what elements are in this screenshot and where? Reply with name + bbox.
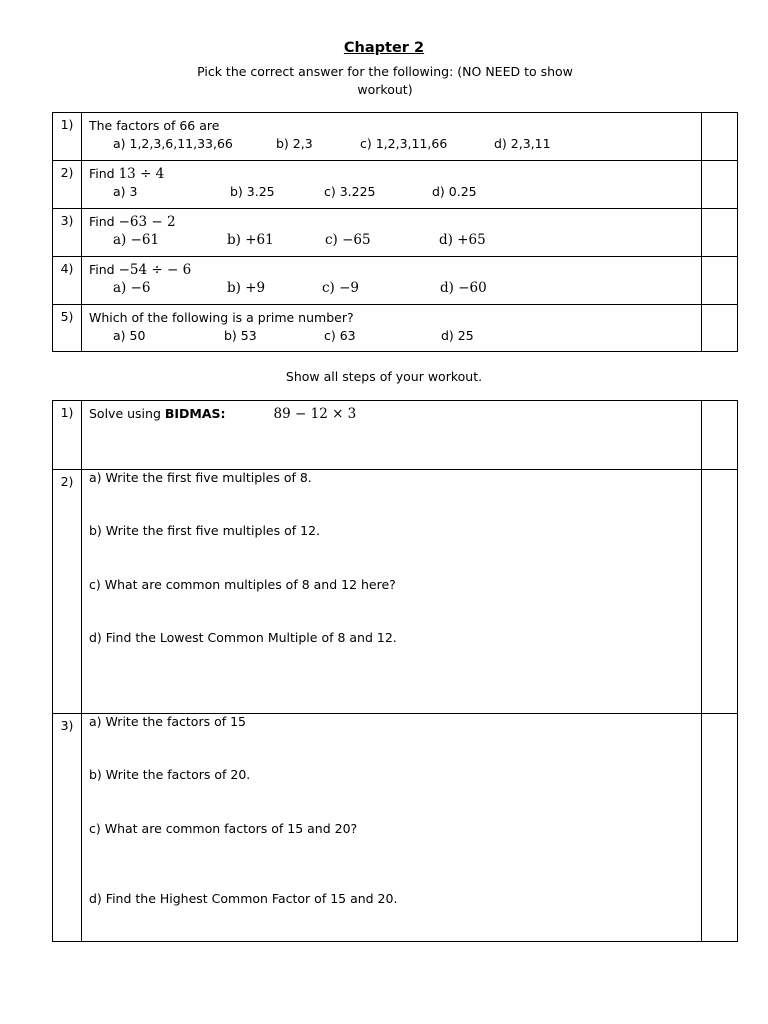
sub-question-c: c) What are common multiples of 8 and 12 here? <box>89 577 396 592</box>
option-a: a) 1,2,3,6,11,33,66 <box>113 136 233 151</box>
option-d: d) 2,3,11 <box>494 136 551 151</box>
marks-cell <box>702 401 738 470</box>
question-number: 3) <box>53 714 82 942</box>
question-body <box>82 209 702 257</box>
math-expression: −63 − 2 <box>118 214 176 230</box>
question-text: Find 13 ÷ 4 <box>89 166 165 182</box>
workout-row <box>53 714 738 942</box>
option-c: c) −65 <box>325 232 371 248</box>
question-number: 4) <box>53 257 82 305</box>
option-c: c) −9 <box>322 280 360 296</box>
option-b: b) 3.25 <box>230 184 275 199</box>
page-title: Chapter 2 <box>343 40 425 56</box>
marks-cell <box>702 257 738 305</box>
question-number: 5) <box>53 305 82 352</box>
option-a: a) 3 <box>113 184 138 199</box>
option-a: a) −61 <box>113 232 160 248</box>
math-expression: 89 − 12 × 3 <box>273 406 357 422</box>
option-c: c) 1,2,3,11,66 <box>360 136 448 151</box>
question-body <box>82 714 702 942</box>
bidmas-label: BIDMAS: <box>164 406 226 421</box>
question-text: Which of the following is a prime number? <box>89 310 354 325</box>
workout-row <box>53 470 738 714</box>
question-body <box>82 161 702 209</box>
option-b: b) 2,3 <box>276 136 313 151</box>
option-d: d) −60 <box>440 280 487 296</box>
question-body <box>82 305 702 352</box>
instruction-line-2: workout) <box>357 82 413 97</box>
mcq-row <box>53 257 738 305</box>
question-body <box>82 257 702 305</box>
option-b: b) +61 <box>227 232 274 248</box>
instruction-line-1: Pick the correct answer for the following: (NO NEED to show <box>197 64 573 79</box>
answer-options <box>89 327 701 345</box>
question-number: 2) <box>53 161 82 209</box>
marks-cell <box>702 470 738 714</box>
option-d: d) 0.25 <box>432 184 477 199</box>
question-number: 1) <box>53 401 82 470</box>
option-c: c) 3.225 <box>324 184 376 199</box>
question-text: The factors of 66 are <box>89 118 220 133</box>
mcq-row <box>53 113 738 161</box>
marks-cell <box>702 113 738 161</box>
question-number: 1) <box>53 113 82 161</box>
answer-options <box>89 135 701 153</box>
mcq-row <box>53 209 738 257</box>
mcq-row <box>53 305 738 352</box>
question-body <box>82 113 702 161</box>
mcq-row <box>53 161 738 209</box>
sub-question-b: b) Write the first five multiples of 12. <box>89 523 321 538</box>
sub-question-b: b) Write the factors of 20. <box>89 767 251 782</box>
marks-cell <box>702 161 738 209</box>
instructions <box>180 63 590 99</box>
sub-question-c: c) What are common factors of 15 and 20? <box>89 821 358 836</box>
marks-cell <box>702 305 738 352</box>
question-text: Solve using BIDMAS: 89 − 12 × 3 <box>89 406 357 422</box>
option-a: a) 50 <box>113 328 146 343</box>
sub-question-a: a) Write the first five multiples of 8. <box>89 470 312 485</box>
math-expression: −54 ÷ − 6 <box>118 262 192 278</box>
marks-cell <box>702 714 738 942</box>
option-c: c) 63 <box>324 328 356 343</box>
workout-instruction: Show all steps of your workout. <box>285 369 483 384</box>
option-b: b) 53 <box>224 328 257 343</box>
workout-row <box>53 401 738 470</box>
question-body <box>82 470 702 714</box>
marks-cell <box>702 209 738 257</box>
sub-question-d: d) Find the Highest Common Factor of 15 and 20. <box>89 891 398 906</box>
sub-question-a: a) Write the factors of 15 <box>89 714 247 729</box>
sub-question-d: d) Find the Lowest Common Multiple of 8 and 12. <box>89 630 397 645</box>
answer-options <box>89 183 701 201</box>
answer-options <box>89 279 701 297</box>
question-body <box>82 401 702 470</box>
option-a: a) −6 <box>113 280 151 296</box>
mcq-table <box>52 112 738 352</box>
question-number: 2) <box>53 470 82 714</box>
question-text: Find −63 − 2 <box>89 214 176 230</box>
workout-table <box>52 400 738 942</box>
question-text: Find −54 ÷ − 6 <box>89 262 192 278</box>
question-number: 3) <box>53 209 82 257</box>
math-expression: 13 ÷ 4 <box>118 166 165 182</box>
option-d: d) +65 <box>439 232 486 248</box>
option-d: d) 25 <box>441 328 474 343</box>
option-b: b) +9 <box>227 280 266 296</box>
answer-options <box>89 231 701 249</box>
